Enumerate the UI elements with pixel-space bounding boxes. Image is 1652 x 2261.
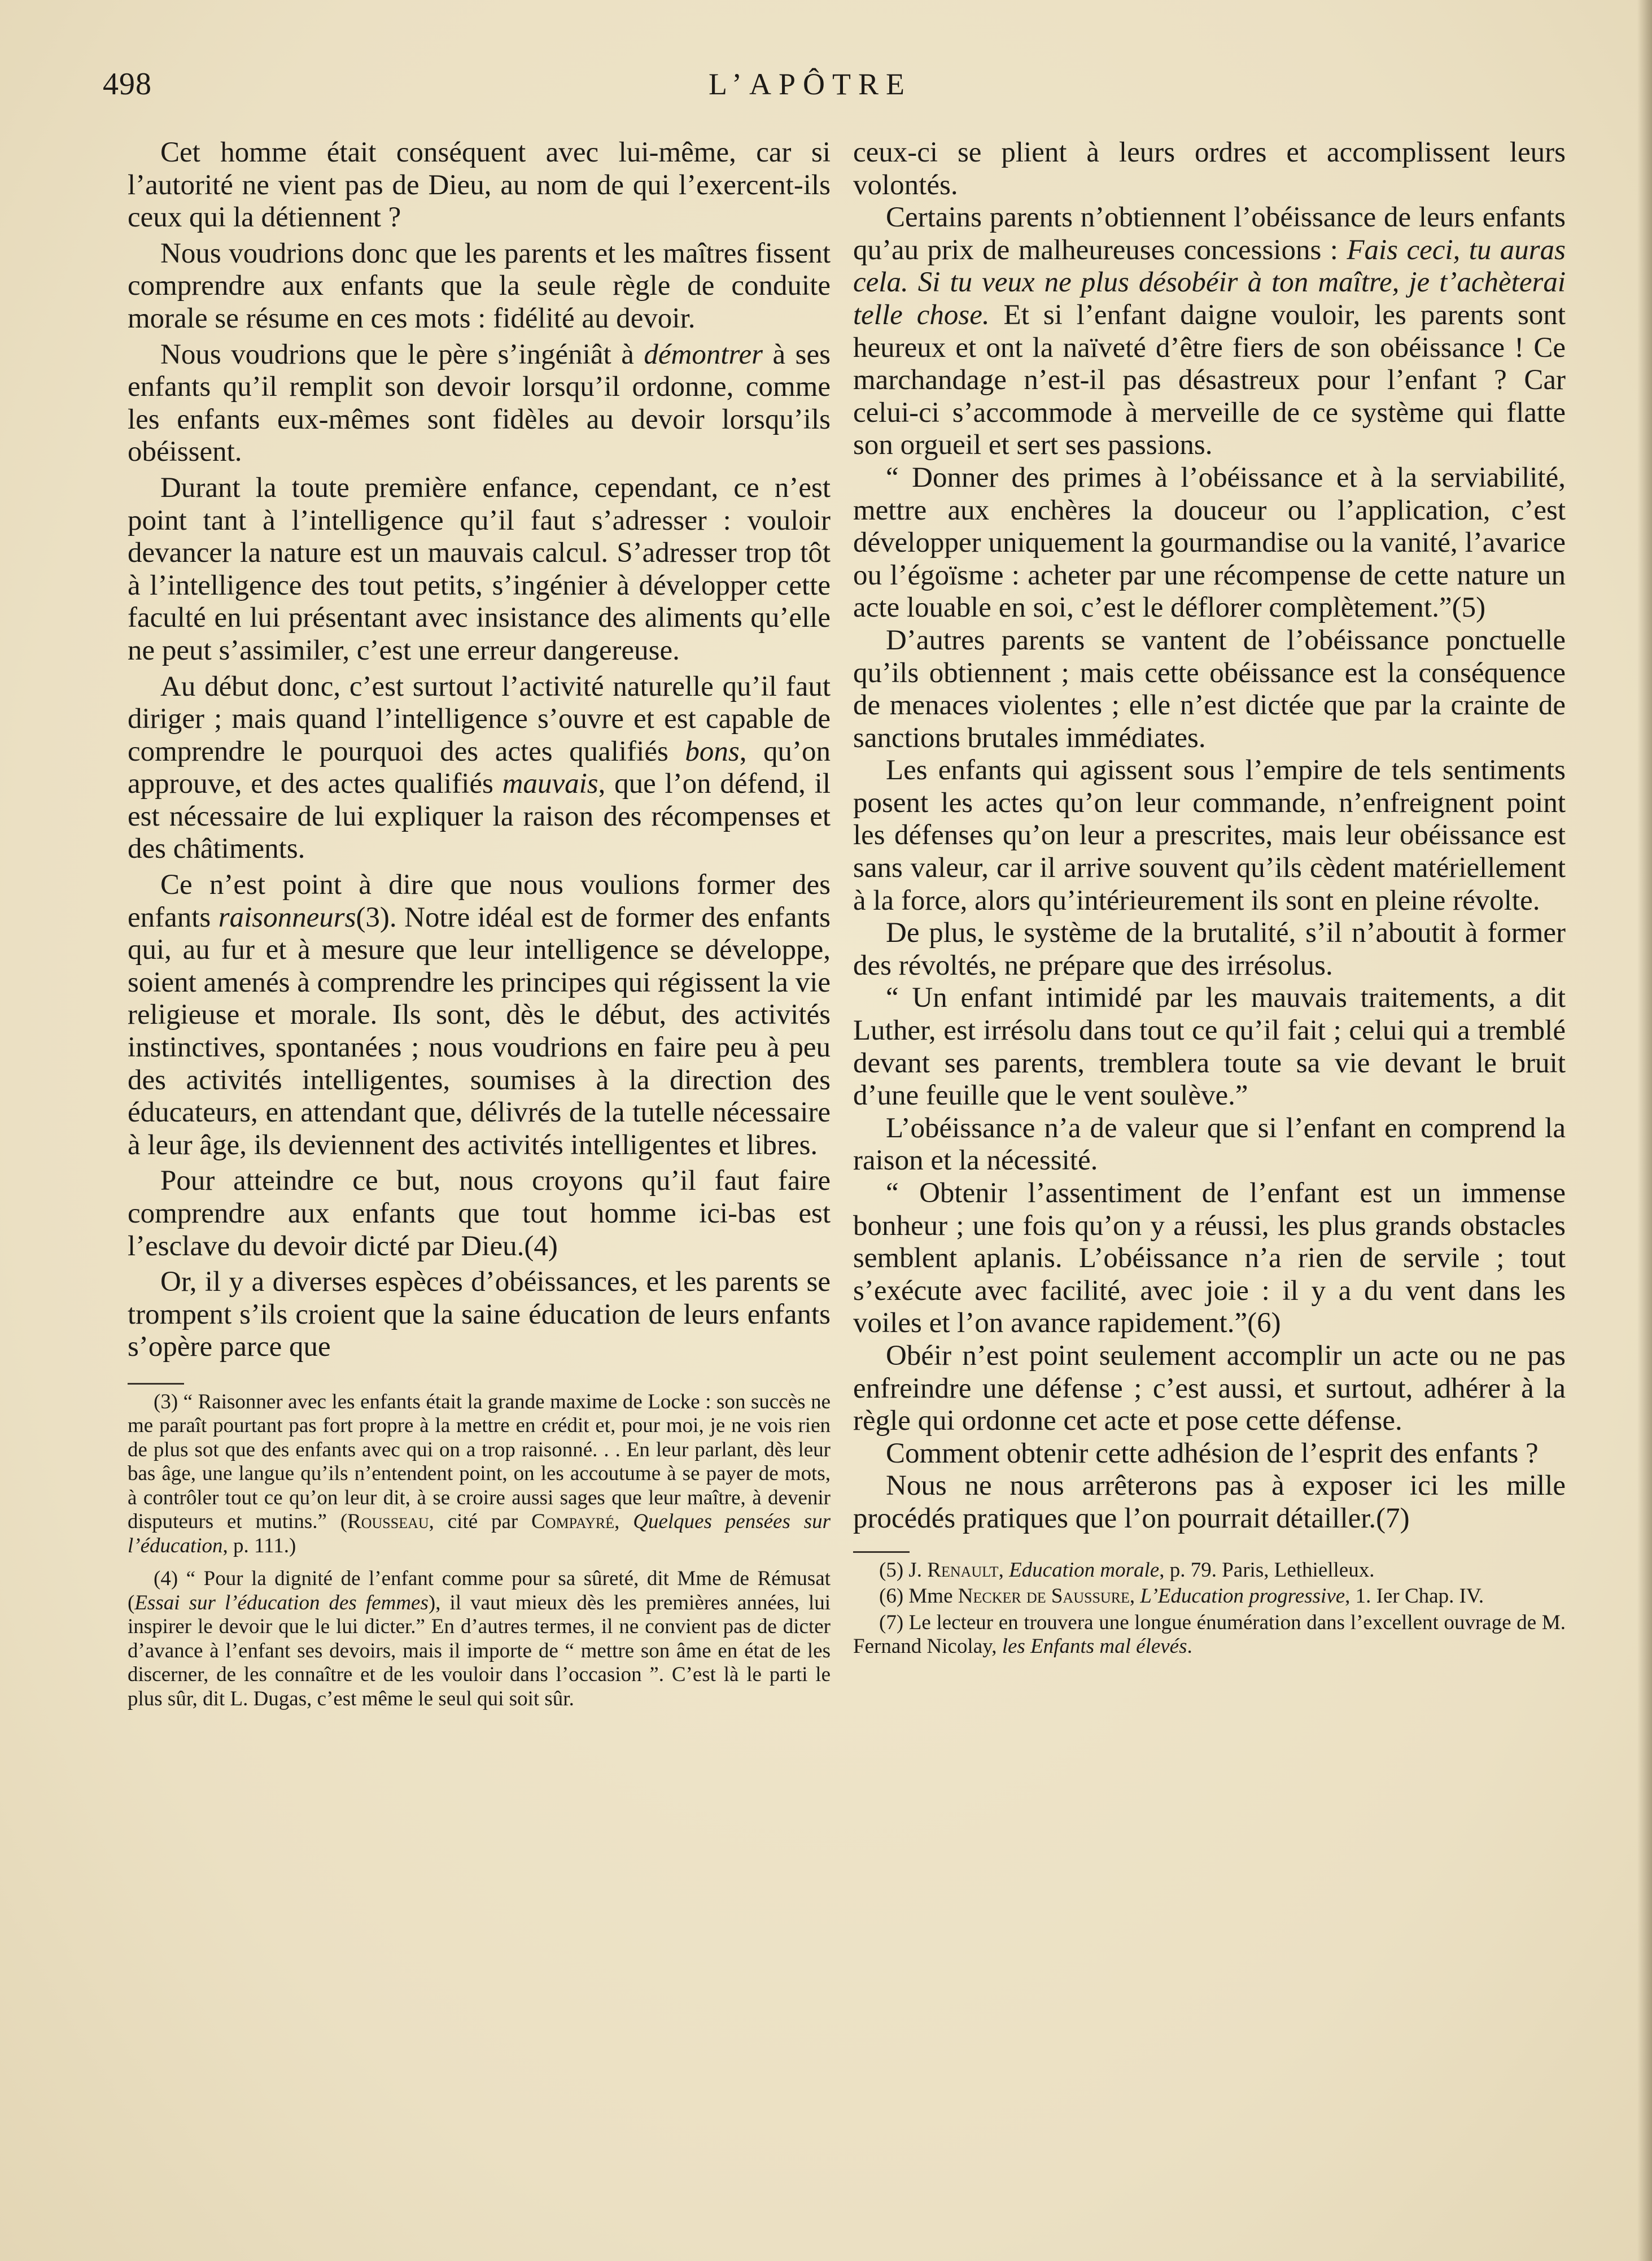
paragraph: Obéir n’est point seulement accomplir un acte ou ne pas enfreindre une défense ; c’est aussi, et surtout, adhérer à la règle qui ordonne cet acte et pose cette défense. <box>853 1339 1566 1437</box>
page-number: 498 <box>103 67 152 102</box>
paragraph: “ Un enfant intimidé par les mauvais traitements, a dit Luther, est irrésolu dans tout ce qu’il fait ; celui qui a tremblé devant ses parents, tremblera toute sa vie devant le bruit d’une feuille que le vent soulève.” <box>853 982 1566 1112</box>
right-body-text <box>853 137 1566 1535</box>
paragraph: Les enfants qui agissent sous l’empire de tels sentiments posent les actes qu’on leur commande, n’enfreignent point les défenses qu’on leur a prescrites, mais leur obéissance est sans valeur, car il arrive souvent qu’ils cèdent matériellement à la force, alors qu’intérieurement ils sont en pleine révolte. <box>853 754 1566 916</box>
paragraph: Au début donc, c’est surtout l’activité naturelle qu’il faut diriger ; mais quand l’intelligence s’ouvre et est capable de comprendre le pourquoi des actes qualifiés bons, qu’on approuve, et des actes qualifiés mauvais, que l’on défend, il est nécessaire de lui expliquer la raison des récompenses et des châtiments. <box>128 670 831 865</box>
footnote: (3) “ Raisonner avec les enfants était la grande maxime de Locke : son succès ne me paraît pourtant pas fort propre à la mettre en crédit et, pour moi, je ne vois rien de plus sot que des enfants avec qui on a trop raisonné. . . En leur parlant, dès leur bas âge, une langue qu’ils n’entendent point, on les accoutume à se payer de mots, à contrôler tout ce qu’on leur dit, à se croire aussi sages que leur maître, à devenir disputeurs et mutins.” (Rousseau, cité par Compayré, Quelques pensées sur l’éducation, p. 111.) <box>128 1390 831 1557</box>
footnote: (4) “ Pour la dignité de l’enfant comme pour sa sûreté, dit Mme de Rémusat (Essai sur l’éducation des femmes), il vaut mieux dès les premières années, lui inspirer le devoir que le lui dicter.” En d’autres termes, il ne convient pas de dicter d’avance à l’enfant ses devoirs, mais il importe de “ mettre son âme en état de les discerner, de les connaître et de les vouloir dans l’occasion ”. C’est là le parti le plus sûr, dit L. Dugas, c’est même le seul qui soit sûr. <box>128 1567 831 1710</box>
footnote-separator-right <box>853 1551 910 1553</box>
paragraph: Ce n’est point à dire que nous voulions former des enfants raisonneurs(3). Notre idéal est de former des enfants qui, au fur et à mesure que leur intelligence se développe, soient amenés à comprendre les principes qui régissent la vie religieuse et morale. Ils sont, dès le début, des activités instinctives, spontanées ; nous voudrions en faire peu à peu des activités intelligentes, soumises à la direction des éducateurs, en attendant que, délivrés de la tutelle nécessaire à leur âge, ils deviennent des activités intelligentes et libres. <box>128 869 831 1161</box>
paragraph: Nous voudrions donc que les parents et les maîtres fissent comprendre aux enfants que la seule règle de conduite morale se résume en ces mots : fidélité au devoir. <box>128 237 831 334</box>
footnote: (6) Mme Necker de Saussure, L’Education progressive, 1. Ier Chap. IV. <box>879 1585 1484 1608</box>
left-column <box>128 137 831 1711</box>
paragraph: Cet homme était conséquent avec lui-même, car si l’autorité ne vient pas de Dieu, au nom de qui l’exercent-ils ceux qui la détiennent ? <box>128 137 831 234</box>
footnote: (5) J. Renault, Education morale, p. 79. Paris, Lethielleux. <box>879 1558 1375 1582</box>
paragraph: D’autres parents se vantent de l’obéissance ponctuelle qu’ils obtiennent ; mais cette obéissance est la conséquence de menaces violentes ; elle n’est dictée que par la crainte de sanctions brutales immédiates. <box>853 624 1566 754</box>
paragraph: Nous voudrions que le père s’ingéniât à démontrer à ses enfants qu’il remplit son devoir lorsqu’il ordonne, comme les enfants eux-mêmes sont fidèles au devoir lorsqu’ils obéissent. <box>128 338 831 468</box>
running-title: L’APÔTRE <box>709 67 912 101</box>
footnote: (7) Le lecteur en trouvera une longue énumération dans l’excellent ouvrage de M. Fernand Nicolay, les Enfants mal élevés. <box>853 1610 1566 1658</box>
right-column <box>853 137 1566 1659</box>
footnote-separator-left <box>128 1383 184 1385</box>
paragraph: “ Donner des primes à l’obéissance et à la serviabilité, mettre aux enchères la douceur ou l’application, c’est développer uniquement la gourmandise ou la vanité, l’avarice ou l’égoïsme : acheter par une récompense de cette nature un acte louable en soi, c’est le déflorer complètement.”(5) <box>853 461 1566 624</box>
paragraph: Durant la toute première enfance, cependant, ce n’est point tant à l’intelligence qu’il faut s’adresser : vouloir devancer la nature est un mauvais calcul. S’adresser trop tôt à l’intelligence des tout petits, s’ingénier à développer cette faculté en lui présentant avec insistance des aliments qu’elle ne peut s’assimiler, c’est une erreur dangereuse. <box>128 472 831 666</box>
right-footnotes <box>853 1559 1566 1659</box>
paragraph: Nous ne nous arrêterons pas à exposer ici les mille procédés pratiques que l’on pourrait détailler.(7) <box>853 1470 1566 1534</box>
paragraph: “ Obtenir l’assentiment de l’enfant est un immense bonheur ; une fois qu’on y a réussi, les plus grands obstacles semblent aplanis. L’obéissance n’a rien de servile ; tout s’exécute avec facilité, avec joie : il y a du vent dans les voiles et l’on avance rapidement.”(6) <box>853 1177 1566 1339</box>
paragraph: L’obéissance n’a de valeur que si l’enfant en comprend la raison et la nécessité. <box>853 1112 1566 1177</box>
paragraph: Comment obtenir cette adhésion de l’esprit des enfants ? <box>886 1437 1539 1469</box>
paragraph: Certains parents n’obtiennent l’obéissance de leurs enfants qu’au prix de malheureuses concessions : Fais ceci, tu auras cela. Si tu veux ne plus désobéir à ton maître, je t’achèterai telle chose. Et si l’enfant daigne vouloir, les parents sont heureux et ont la naïveté d’être fiers de son obéissance ! Ce marchandage n’est-il pas désastreux pour l’enfant ? Car celui-ci s’accommode à merveille de ce système qui flatte son orgueil et sert ses passions. <box>853 202 1566 461</box>
paragraph: De plus, le système de la brutalité, s’il n’aboutit à former des révoltés, ne prépare que des irrésolus. <box>853 917 1566 981</box>
paragraph: Pour atteindre ce but, nous croyons qu’il faut faire comprendre aux enfants que tout homme ici-bas est l’esclave du devoir dicté par Dieu.(4) <box>128 1165 831 1262</box>
paragraph: ceux-ci se plient à leurs ordres et accomplissent leurs volontés. <box>853 137 1566 201</box>
left-body-text <box>128 137 831 1364</box>
paragraph: Or, il y a diverses espèces d’obéissances, et les parents se trompent s’ils croient que la saine éducation de leurs enfants s’opère parce que <box>128 1266 831 1363</box>
left-footnotes <box>128 1390 831 1712</box>
